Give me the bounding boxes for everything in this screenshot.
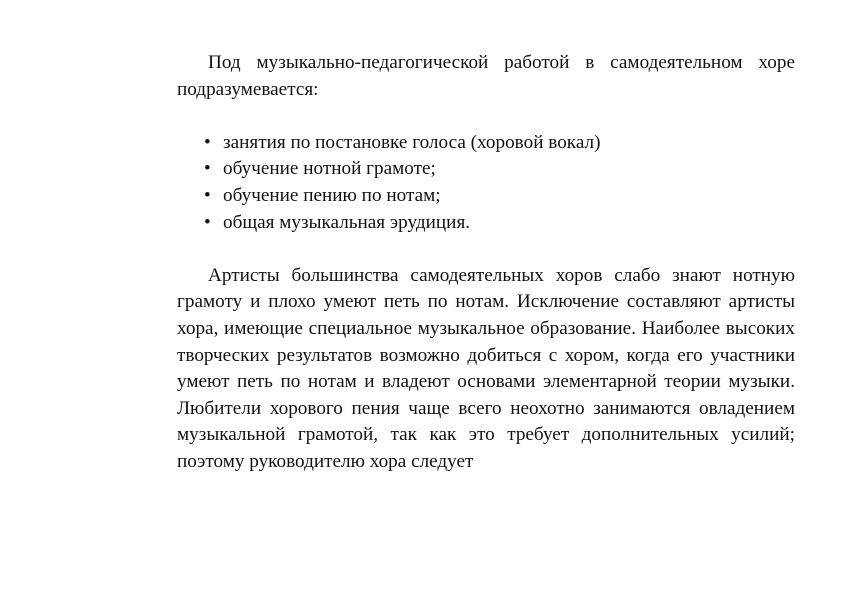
list-item-text: обучение пению по нотам; — [223, 184, 441, 206]
list-item — [177, 210, 795, 237]
bullet-list — [177, 130, 795, 236]
list-item-text: обучение нотной грамоте; — [223, 158, 436, 180]
body-paragraph: Артисты большинства самодеятельных хоров слабо знают нотную грамоту и плохо умеют петь по нотам. Исключение составляют артисты хора, имеющие специальное музыкальное образование. Наиболее высоких творческих результатов возможно добиться с хором, когда его участники умеют петь по нотам и владеют основами элементарной теории музыки. Любители хорового пения чаще всего неохотно занимаются овладением музыкальной грамотой, так как это требует дополнительных усилий; поэтому руководителю хора следует — [177, 264, 795, 472]
list-item — [177, 183, 795, 210]
list-item — [177, 130, 795, 157]
intro-paragraph: Под музыкально-педагогической работой в самодеятельном хоре подразумевается: — [177, 52, 795, 100]
list-item-text: общая музыкальная эрудиция. — [223, 211, 471, 233]
bullet-icon: • — [204, 184, 211, 206]
list-item-text: занятия по постановке голоса (хоровой вокал) — [223, 131, 601, 153]
bullet-icon: • — [204, 211, 211, 233]
document-page — [177, 50, 795, 476]
bullet-icon: • — [204, 158, 211, 180]
list-item — [177, 156, 795, 183]
bullet-icon: • — [204, 131, 211, 153]
